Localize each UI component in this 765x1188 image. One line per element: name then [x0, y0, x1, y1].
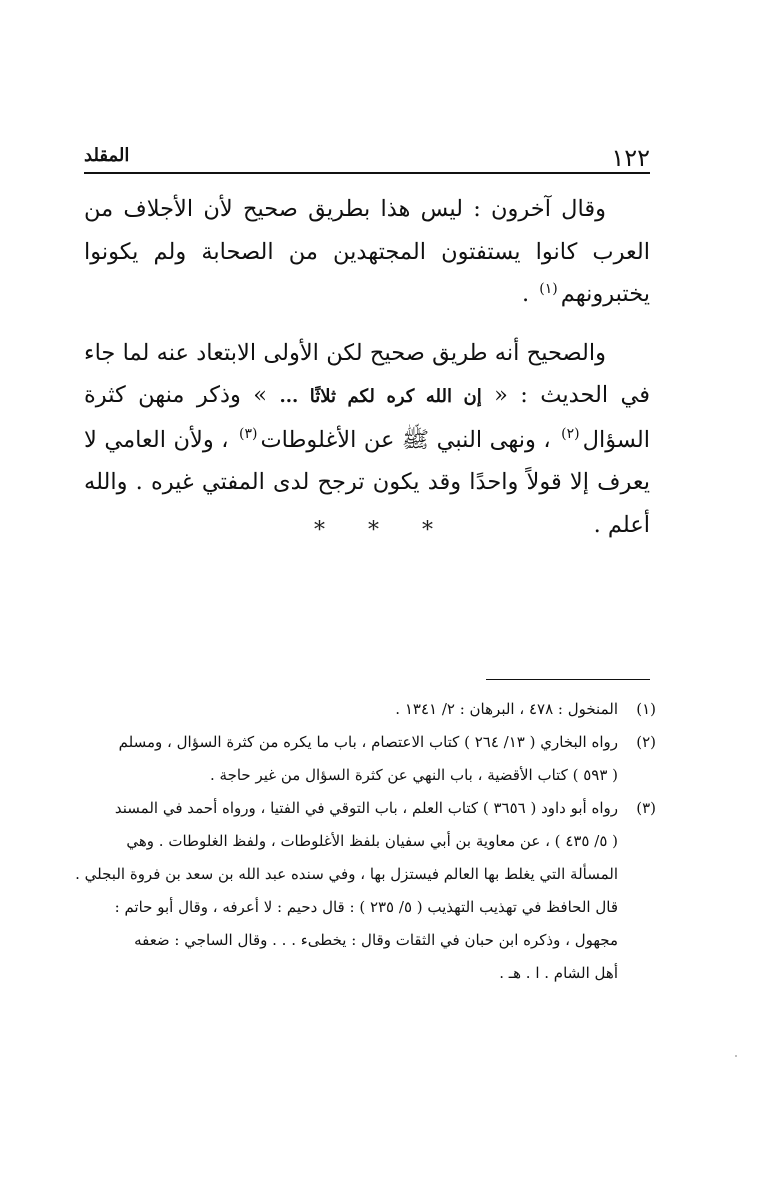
scan-speck	[735, 1055, 737, 1057]
footnotes	[75, 693, 656, 990]
footnote-line: رواه البخاري ( ١٣/ ٢٦٤ ) كتاب الاعتصام ، باب ما يكره من كثرة السؤال ، ومسلم	[118, 733, 618, 751]
footnote-number: (١)	[636, 700, 656, 718]
footnote-2	[84, 726, 656, 792]
footnote-line: قال الحافظ في تهذيب التهذيب ( ٥/ ٢٣٥ ) : قال دحيم : لا أعرفه ، وقال أبو حاتم :	[114, 898, 618, 916]
footnote-line: رواه أبو داود ( ٣٦٥٦ ) كتاب العلم ، باب التوقي في الفتيا ، ورواه أحمد في المسند	[114, 799, 618, 817]
page-header	[84, 141, 650, 171]
hadith-quote: إن الله كره لكم ثلاثًا ...	[279, 386, 482, 407]
footnote-line: ( ٥/ ٤٣٥ ) ، عن معاوية بن أبي سفيان بلفظ الأغلوطات ، ولفظ الغلوطات . وهي	[126, 832, 618, 850]
footnote-ref-1: (١)	[539, 280, 558, 297]
footnote-text	[75, 792, 618, 990]
paragraph-2-part-d: ، ولأن العامي لا يعرف إلا قولاً واحدًا وقد يكون ترجح لدى المفتي غيره . والله أعلم .	[84, 426, 650, 538]
header-rule	[84, 172, 650, 174]
paragraph-1-end: .	[521, 281, 537, 307]
paragraph-2-part-a: والصحيح أنه طريق صحيح لكن الأولى الابتعاد عنه لما جاء في الحديث : «	[84, 339, 650, 408]
footnote-line: المسألة التي يغلط بها العالم فيستزل بها ، وفي سنده عبد الله بن سعد بن فروة البجلي .	[75, 865, 618, 883]
footnote-ref-2: (٢)	[561, 426, 580, 442]
footnote-number: (٢)	[636, 733, 656, 751]
paragraph-2-part-c: ، ونهى النبي ﷺ عن الأغلوطات	[260, 426, 559, 453]
footnote-line: أهل الشام . ا . هـ .	[499, 964, 618, 982]
footnote-ref-3: (٣)	[239, 426, 258, 442]
section-separator: * * *	[314, 518, 451, 543]
page-number: ١٢٢	[611, 144, 650, 172]
footnote-1	[84, 693, 656, 726]
footnote-line: المنخول : ٤٧٨ ، البرهان : ٢/ ١٣٤١ .	[395, 700, 618, 718]
paragraph-2	[84, 332, 650, 547]
paragraph-1-text: وقال آخرون : ليس هذا بطريق صحيح لأن الأجلاف من العرب كانوا يستفتون المجتهدين من الصحابة ولم يكونوا يختبرونهم	[84, 196, 650, 307]
footnote-number: (٣)	[636, 799, 656, 817]
paragraph-1	[84, 188, 650, 316]
main-text	[84, 188, 650, 546]
footnote-rule	[486, 679, 650, 680]
footnote-line: مجهول ، وذكره ابن حبان في الثقات وقال : يخطىء . . . وقال الساجي : ضعفه	[134, 931, 618, 949]
chapter-title: المقلد	[84, 145, 130, 166]
footnote-text	[84, 726, 618, 792]
footnote-text	[84, 693, 618, 726]
footnote-line: ( ٥٩٣ ) كتاب الأقضية ، باب النهي عن كثرة السؤال من غير حاجة .	[210, 766, 618, 784]
paragraph-2-part-b: » وذكر منهن كثرة السؤال	[84, 382, 651, 453]
footnote-3	[75, 792, 656, 990]
